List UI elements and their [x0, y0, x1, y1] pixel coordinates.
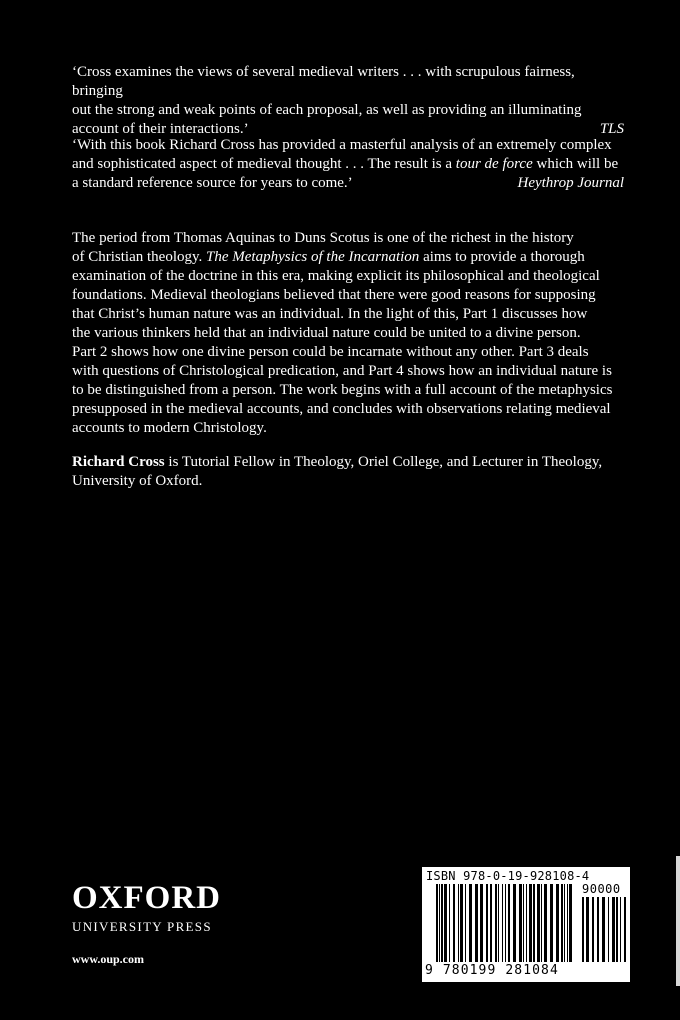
publisher-url: www.oup.com — [72, 952, 145, 966]
author-bio-line: University of Oxford. — [72, 473, 203, 489]
quote-text: and sophisticated aspect of medieval thought . . . The result is a — [72, 156, 456, 172]
isbn-label: ISBN 978-0-19-928108-4 — [426, 869, 590, 883]
quote-line: account of their interactions.’ — [72, 121, 249, 137]
description-line: that Christ’s human nature was an individual. In the light of this, Part 1 discusses how — [72, 306, 588, 322]
author-bio — [72, 453, 624, 491]
review-quote-tls — [72, 63, 624, 139]
description-line: examination of the doctrine in this era, making explicit its philosophical and theological — [72, 268, 600, 284]
page-edge-strip — [676, 856, 680, 986]
quote-line: out the strong and weak points of each proposal, as well as providing an illuminating — [72, 102, 582, 118]
description-line: with questions of Christological predication, and Part 4 shows how an individual nature is — [72, 363, 612, 379]
book-description — [72, 229, 624, 438]
price-code: 90000 — [582, 882, 621, 896]
description-line: the various thinkers held that an individual nature could be united to a divine person. — [72, 325, 581, 341]
author-name: Richard Cross — [72, 454, 165, 470]
description-line: presupposed in the medieval accounts, and concludes with observations relating medieval — [72, 401, 611, 417]
ean-barcode-bars — [436, 884, 574, 962]
description-line: The period from Thomas Aquinas to Duns Scotus is one of the richest in the history — [72, 230, 574, 246]
description-line: to be distinguished from a person. The work begins with a full account of the metaphysics — [72, 382, 613, 398]
ean-digits: 9 780199 281084 — [425, 963, 559, 978]
description-text: aims to provide a thorough — [419, 249, 585, 265]
quote-source: TLS — [599, 121, 624, 137]
quote-line — [72, 155, 624, 174]
author-bio-line — [72, 453, 624, 472]
description-line — [72, 248, 624, 267]
addon-barcode-bars — [582, 897, 626, 962]
description-line: foundations. Medieval theologians believed that there were good reasons for supposing — [72, 287, 596, 303]
description-line: accounts to modern Christology. — [72, 420, 267, 436]
description-line: Part 2 shows how one divine person could be incarnate without any other. Part 3 deals — [72, 344, 589, 360]
publisher-logo — [72, 881, 242, 935]
publisher-subtitle: UNIVERSITY PRESS — [72, 919, 212, 934]
quote-line: ‘With this book Richard Cross has provided a masterful analysis of an extremely complex — [72, 137, 612, 153]
isbn-barcode — [422, 867, 630, 982]
author-bio-text: is Tutorial Fellow in Theology, Oriel College, and Lecturer in Theology, — [164, 454, 603, 470]
quote-text: which will be — [532, 156, 619, 172]
quote-line: ‘Cross examines the views of several medieval writers . . . with scrupulous fairness, bringing — [72, 64, 575, 99]
review-quote-heythrop — [72, 136, 624, 193]
quote-italic-phrase: tour de force — [455, 156, 533, 172]
quote-source: Heythrop Journal — [517, 175, 624, 191]
description-text: of Christian theology. — [72, 249, 207, 265]
quote-line: a standard reference source for years to come.’ — [72, 175, 353, 191]
book-title: The Metaphysics of the Incarnation — [206, 249, 420, 265]
publisher-name: OXFORD — [72, 880, 221, 916]
